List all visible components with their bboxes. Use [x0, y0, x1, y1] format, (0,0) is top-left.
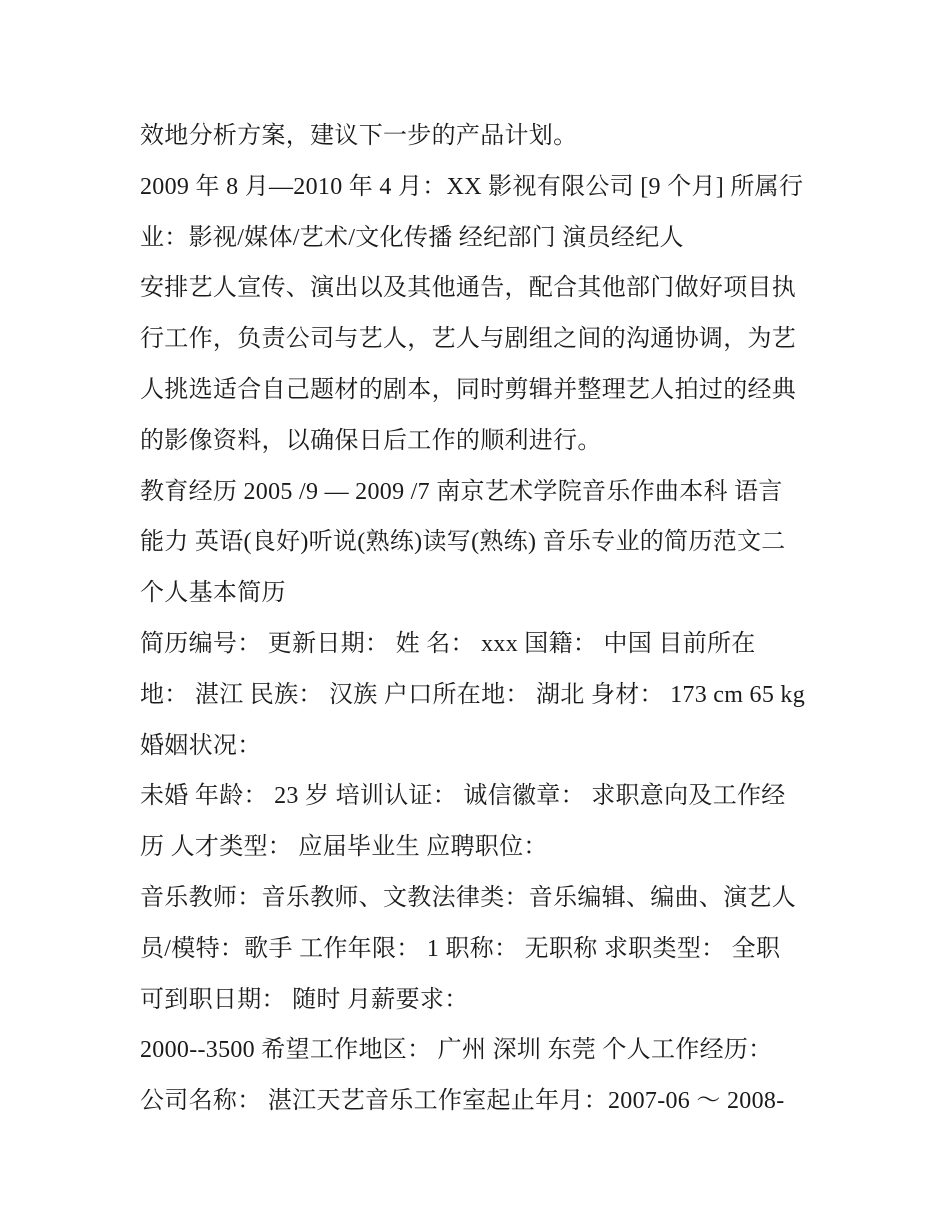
text-line: 的影像资料，以确保日后工作的顺利进行。: [140, 427, 602, 454]
text-line: 婚姻状况：: [140, 732, 262, 759]
text-line: 教育经历 2005 /9 — 2009 /7 南京艺术学院音乐作曲本科 语言: [140, 478, 783, 505]
text-line: 员/模特：歌手 工作年限： 1 职称： 无职称 求职类型： 全职: [140, 935, 781, 962]
text-line: 可到职日期： 随时 月薪要求：: [140, 986, 469, 1013]
text-line: 安排艺人宣传、演出以及其他通告，配合其他部门做好项目执: [140, 275, 797, 302]
text-line: 2000--3500 希望工作地区： 广州 深圳 东莞 个人工作经历：: [140, 1037, 773, 1064]
text-line: 个人基本简历: [140, 580, 286, 607]
text-line: 地： 湛江 民族： 汉族 户口所在地： 湖北 身材： 173 cm 65 kg: [140, 681, 806, 708]
text-line: 未婚 年龄： 23 岁 培训认证： 诚信徽章： 求职意向及工作经: [140, 783, 786, 810]
text-line: 人挑选适合自己题材的剧本，同时剪辑并整理艺人拍过的经典: [140, 376, 797, 403]
text-line: 简历编号： 更新日期： 姓 名： xxx 国籍： 中国 目前所在: [140, 630, 756, 657]
document-body: [140, 111, 830, 1127]
text-line: 音乐教师：音乐教师、文教法律类：音乐编辑、编曲、演艺人: [140, 884, 797, 911]
text-line: 历 人才类型： 应届毕业生 应聘职位：: [140, 834, 548, 861]
text-line: 公司名称： 湛江天艺音乐工作室起止年月：2007-06 ～ 2008-: [140, 1088, 785, 1115]
text-line: 能力 英语(良好)听说(熟练)读写(熟练) 音乐专业的简历范文二: [140, 529, 786, 556]
text-line: 效地分析方案，建议下一步的产品计划。: [140, 123, 578, 149]
text-line: 业：影视/媒体/艺术/文化传播 经纪部门 演员经纪人: [140, 224, 684, 251]
text-line: 行工作，负责公司与艺人，艺人与剧组之间的沟通协调，为艺: [140, 326, 797, 353]
text-line: 2009 年 8 月—2010 年 4 月：XX 影视有限公司 [9 个月] 所属行: [140, 173, 804, 200]
